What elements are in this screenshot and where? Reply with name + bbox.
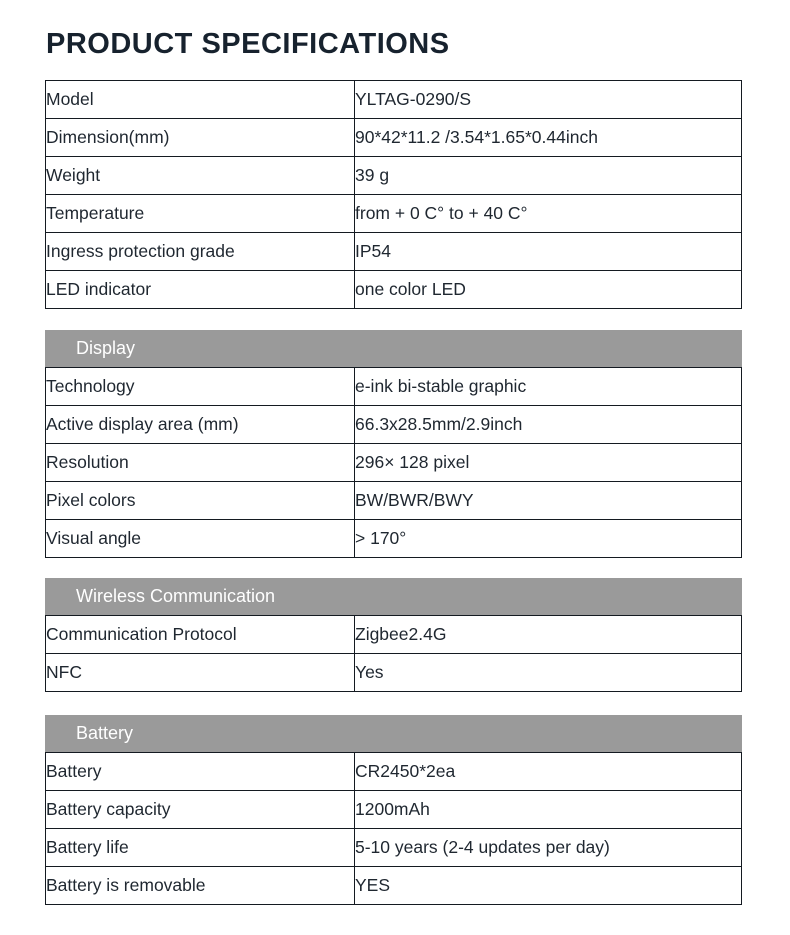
table-row — [46, 406, 742, 444]
spec-value-cell: 39 g — [355, 157, 742, 195]
table-row — [46, 482, 742, 520]
section-header-label: Display — [76, 338, 136, 358]
table-row — [46, 81, 742, 119]
table-row — [46, 654, 742, 692]
spec-value-cell: 1200mAh — [355, 791, 742, 829]
spec-label-cell: LED indicator — [46, 271, 355, 309]
spec-value-cell: CR2450*2ea — [355, 753, 742, 791]
section-header-battery — [45, 715, 742, 752]
spec-value-cell: from + 0 C° to + 40 C° — [355, 195, 742, 233]
spec-label-cell: Temperature — [46, 195, 355, 233]
table-row — [46, 233, 742, 271]
table-row — [46, 119, 742, 157]
spec-value-cell: 5-10 years (2-4 updates per day) — [355, 829, 742, 867]
spec-label-cell: Battery life — [46, 829, 355, 867]
table-row — [46, 753, 742, 791]
spec-value-cell: YLTAG-0290/S — [355, 81, 742, 119]
section-header-label: Wireless Communication — [76, 586, 276, 606]
spec-label-cell: Pixel colors — [46, 482, 355, 520]
spec-value-cell: Yes — [355, 654, 742, 692]
battery-specs-table — [45, 752, 742, 905]
display-specs-table — [45, 367, 742, 558]
spec-label-cell: Model — [46, 81, 355, 119]
section-battery — [45, 715, 742, 905]
table-row — [46, 520, 742, 558]
wireless-specs-table — [45, 615, 742, 692]
spec-value-cell: YES — [355, 867, 742, 905]
section-general-specs — [45, 80, 742, 309]
table-row — [46, 829, 742, 867]
table-row — [46, 157, 742, 195]
spec-value-cell: BW/BWR/BWY — [355, 482, 742, 520]
spec-value-cell: one color LED — [355, 271, 742, 309]
spec-value-cell: 66.3x28.5mm/2.9inch — [355, 406, 742, 444]
page-title: PRODUCT SPECIFICATIONS — [46, 28, 450, 60]
spec-value-cell: IP54 — [355, 233, 742, 271]
spec-value-cell: e-ink bi-stable graphic — [355, 368, 742, 406]
spec-label-cell: Battery capacity — [46, 791, 355, 829]
spec-label-cell: Ingress protection grade — [46, 233, 355, 271]
section-header-display — [45, 330, 742, 367]
spec-label-cell: NFC — [46, 654, 355, 692]
table-row — [46, 271, 742, 309]
spec-value-cell: > 170° — [355, 520, 742, 558]
spec-value-cell: 90*42*11.2 /3.54*1.65*0.44inch — [355, 119, 742, 157]
spec-label-cell: Communication Protocol — [46, 616, 355, 654]
spec-label-cell: Weight — [46, 157, 355, 195]
section-wireless-communication — [45, 578, 742, 692]
spec-value-cell: 296× 128 pixel — [355, 444, 742, 482]
general-specs-table — [45, 80, 742, 309]
spec-value-cell: Zigbee2.4G — [355, 616, 742, 654]
table-row — [46, 791, 742, 829]
section-display — [45, 330, 742, 558]
spec-label-cell: Active display area (mm) — [46, 406, 355, 444]
spec-label-cell: Visual angle — [46, 520, 355, 558]
section-header-label: Battery — [76, 723, 134, 743]
table-row — [46, 867, 742, 905]
section-header-wireless-communication — [45, 578, 742, 615]
spec-label-cell: Dimension(mm) — [46, 119, 355, 157]
table-row — [46, 444, 742, 482]
spec-label-cell: Technology — [46, 368, 355, 406]
table-row — [46, 195, 742, 233]
spec-label-cell: Battery — [46, 753, 355, 791]
table-row — [46, 368, 742, 406]
spec-label-cell: Battery is removable — [46, 867, 355, 905]
spec-label-cell: Resolution — [46, 444, 355, 482]
table-row — [46, 616, 742, 654]
